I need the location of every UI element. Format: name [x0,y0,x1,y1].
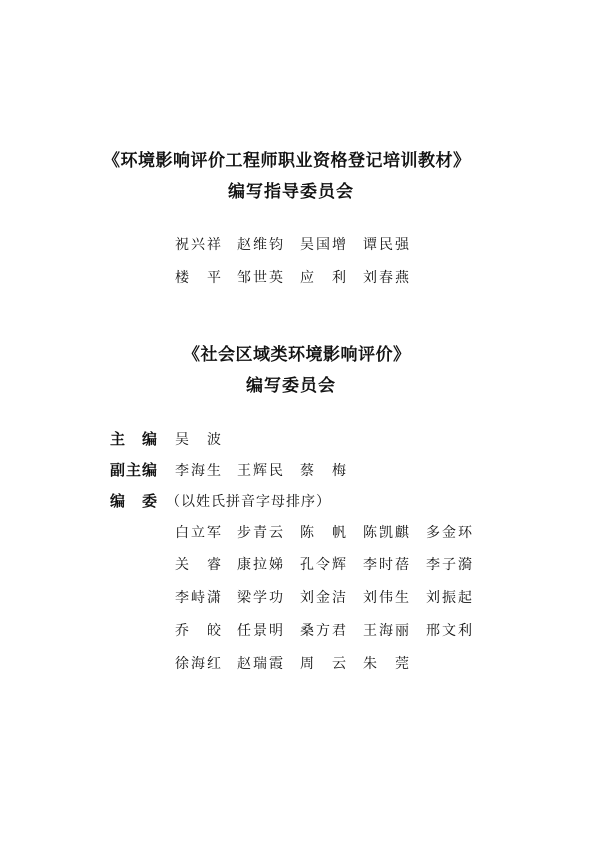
guidance-committee-heading: 编写指导委员会 [228,182,354,202]
committee-member: 刘金洁 [300,590,348,606]
committee-label: 编 委 [110,492,159,510]
committee-member: 徐海红 [175,656,223,672]
deputy-editor-name: 李海生 [175,463,223,479]
guidance-member: 应 利 [300,270,348,286]
deputy-editor-label: 副主编 [110,461,159,479]
committee-member: 任景明 [237,623,285,639]
committee-member: 关 睿 [175,557,223,573]
guidance-member: 谭民强 [363,237,411,253]
book-series-title: 《环境影响评价工程师职业资格登记培训教材》 [103,151,471,171]
deputy-editor-name: 王辉民 [237,463,285,479]
guidance-member: 祝兴祥 [175,237,223,253]
book-title: 《社会区域类环境影响评价》 [183,345,411,365]
committee-member: 多金环 [426,525,474,541]
committee-member: 李时蓓 [363,557,411,573]
committee-member: 刘振起 [426,590,474,606]
editorial-committee-heading: 编写委员会 [246,376,336,396]
committee-member: 白立军 [175,525,223,541]
chief-editor-label: 主 编 [110,430,159,448]
committee-member: 朱 莞 [363,656,411,672]
committee-member: 康拉娣 [237,557,285,573]
deputy-editor-name: 蔡 梅 [300,463,348,479]
committee-member: 梁学功 [237,590,285,606]
committee-member: 邢文利 [426,623,474,639]
guidance-member: 楼 平 [175,270,223,286]
committee-member: 步青云 [237,525,285,541]
committee-member: 陈 帆 [300,525,348,541]
guidance-member: 刘春燕 [363,270,411,286]
committee-member: 李峙潇 [175,590,223,606]
chief-editor-name: 吴 波 [175,432,223,448]
guidance-member: 吴国增 [300,237,348,253]
committee-member: 乔 皎 [175,623,223,639]
committee-member: 刘伟生 [363,590,411,606]
committee-member: 赵瑞霞 [237,656,285,672]
ordering-note: （以姓氏拼音字母排序） [166,494,331,510]
committee-member: 周 云 [300,656,348,672]
guidance-member: 赵维钧 [237,237,285,253]
committee-member: 桑方君 [300,623,348,639]
committee-member: 陈凯麒 [363,525,411,541]
committee-member: 王海丽 [363,623,411,639]
committee-member: 李子漪 [426,557,474,573]
committee-member: 孔令辉 [300,557,348,573]
guidance-member: 邹世英 [237,270,285,286]
